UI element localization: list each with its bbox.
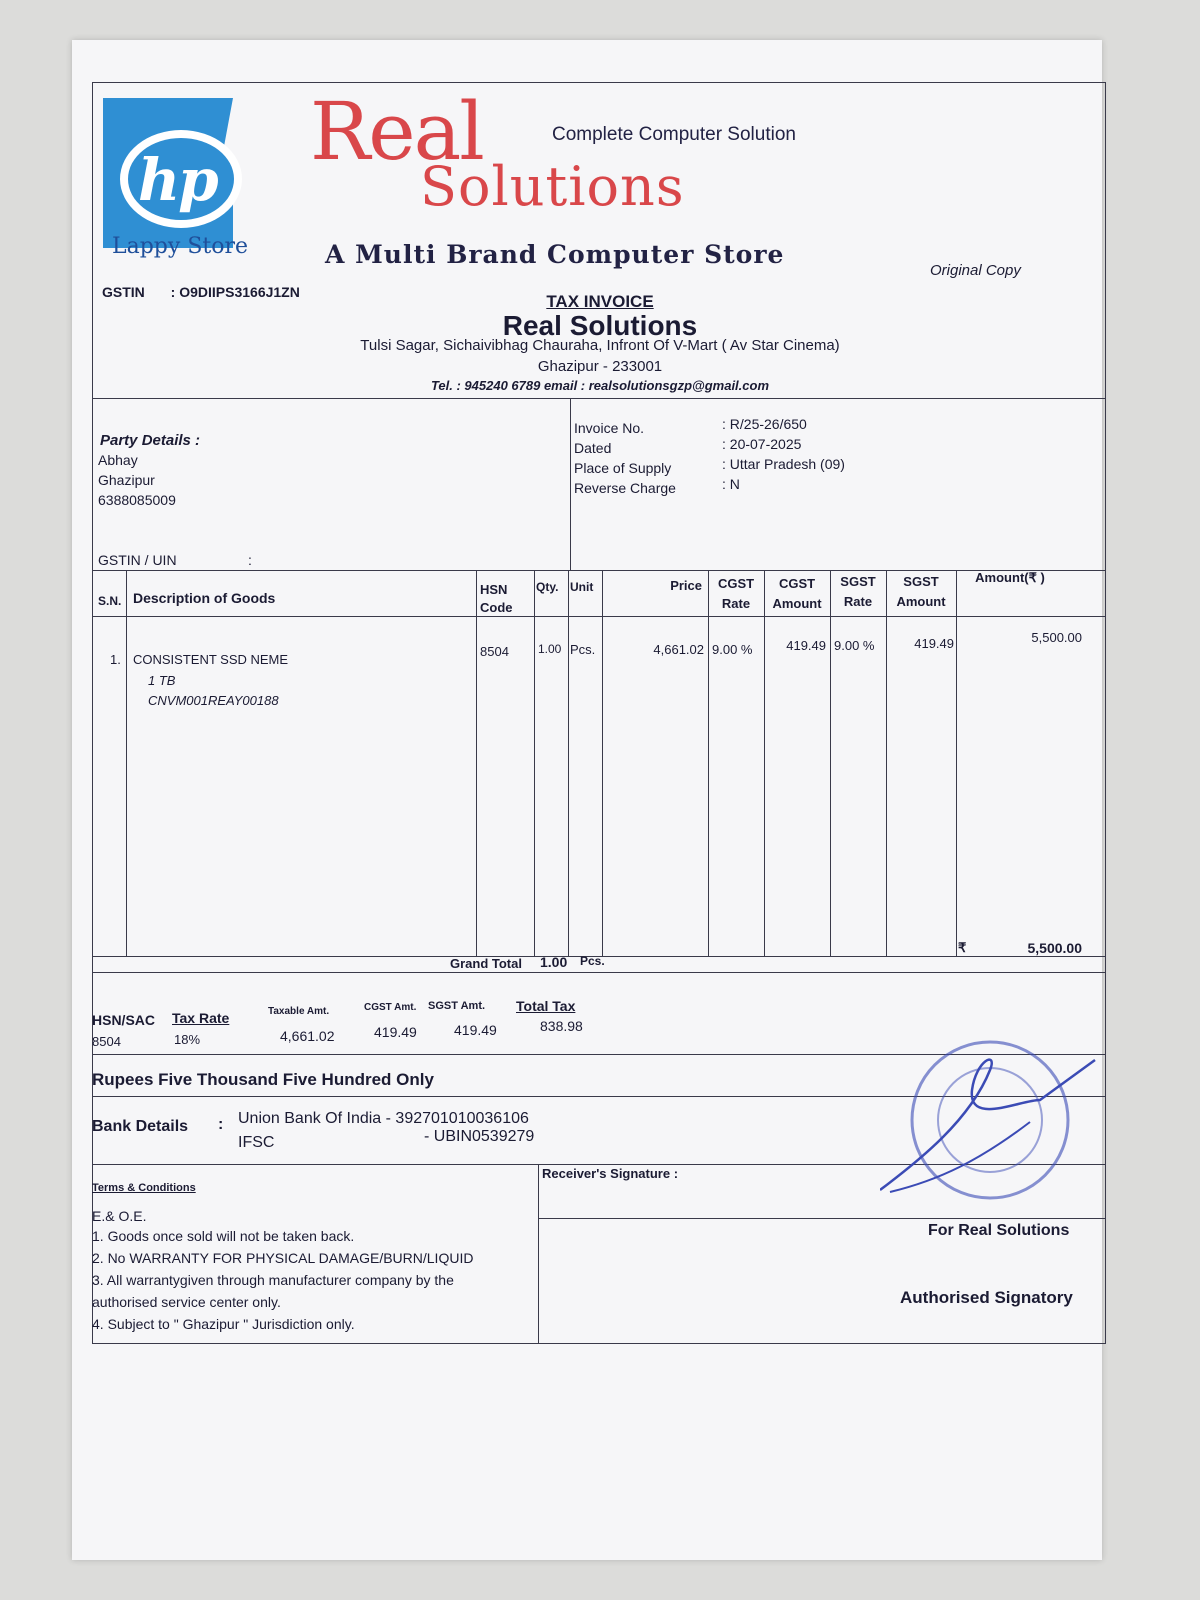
- col-divider-sn: [126, 570, 127, 956]
- header-divider: [92, 398, 1106, 399]
- company-contact: Tel. : 945240 6789 email : realsolutionsgzp@gmail.com: [430, 378, 770, 393]
- grand-total-label: Grand Total: [450, 956, 522, 971]
- amount-in-words: Rupees Five Thousand Five Hundred Only: [92, 1070, 434, 1089]
- lappy-store-label: Lappy Store: [112, 234, 249, 259]
- company-stamp-icon: [880, 1030, 1100, 1220]
- row-description-serial: CNVM001REAY00188: [148, 693, 279, 708]
- col-header-price: Price: [670, 578, 702, 593]
- col-header-amount: Amount(₹ ): [975, 570, 1045, 585]
- terms-line-1: 1. Goods once sold will not be taken back.: [92, 1228, 355, 1244]
- row-cgst-amount: 419.49: [786, 638, 826, 653]
- row-unit: Pcs.: [570, 642, 596, 657]
- terms-line-eoe: E.& O.E.: [92, 1208, 147, 1224]
- col-header-description: Description of Goods: [133, 590, 276, 606]
- row-sgst-rate: 9.00 %: [834, 638, 875, 653]
- summary-header-hsn-sac: HSN/SAC: [92, 1012, 156, 1028]
- party-heading: Party Details :: [100, 432, 201, 449]
- row-hsn: 8504: [480, 644, 509, 659]
- bank-account-line: Union Bank Of India - 392701010036106: [238, 1110, 529, 1127]
- multi-brand-slogan: A Multi Brand Computer Store: [325, 240, 785, 269]
- summary-cgst-value: 419.49: [374, 1024, 417, 1040]
- terms-line-2: 2. No WARRANTY FOR PHYSICAL DAMAGE/BURN/LIQUID: [92, 1250, 474, 1266]
- party-name: Abhay: [98, 452, 138, 468]
- row-amount: 5,500.00: [1031, 630, 1082, 645]
- row-price: 4,661.02: [653, 642, 704, 657]
- col-divider-qty: [568, 570, 569, 956]
- reverse-charge-label: Reverse Charge: [574, 480, 676, 496]
- terms-line-4: authorised service center only.: [92, 1294, 281, 1310]
- authorised-signatory-label: Authorised Signatory: [900, 1288, 1073, 1307]
- summary-header-cgst: CGST Amt.: [364, 1002, 417, 1013]
- col-header-sgst-rate-2: Rate: [843, 594, 873, 609]
- invoice-no-label: Invoice No.: [574, 420, 645, 436]
- dated-value: : 20-07-2025: [722, 436, 802, 452]
- col-header-sgst-amt-1: SGST: [903, 574, 939, 589]
- table-top-border: [92, 570, 1106, 571]
- row-qty: 1.00: [538, 642, 562, 656]
- summary-header-taxable: Taxable Amt.: [268, 1006, 330, 1017]
- col-divider-price: [708, 570, 709, 956]
- party-city: Ghazipur: [98, 472, 155, 488]
- receiver-signature-label: Receiver's Signature :: [542, 1166, 679, 1181]
- terms-signature-divider: [538, 1164, 539, 1344]
- col-header-sn: S.N.: [98, 594, 122, 608]
- terms-line-5: 4. Subject to " Ghazipur " Jurisdiction only.: [92, 1316, 355, 1332]
- row-sn: 1.: [110, 652, 121, 667]
- bank-details-label: Bank Details: [92, 1118, 189, 1135]
- document-title: TAX INVOICE: [546, 292, 654, 311]
- company-city: Ghazipur - 233001: [537, 358, 663, 375]
- grand-total-unit: Pcs.: [580, 954, 605, 968]
- row-description-capacity: 1 TB: [148, 673, 176, 688]
- terms-line-3: 3. All warrantygiven through manufacturer company by the: [92, 1272, 454, 1288]
- col-header-unit: Unit: [570, 580, 594, 594]
- party-meta-divider: [570, 398, 571, 570]
- col-divider-sgst-amt: [956, 570, 957, 956]
- col-header-cgst-rate-1: CGST: [717, 576, 755, 591]
- for-company-label: For Real Solutions: [928, 1222, 1070, 1239]
- company-name: Real Solutions: [502, 310, 698, 341]
- grand-total-qty: 1.00: [540, 954, 568, 970]
- col-divider-cgst-rate: [764, 570, 765, 956]
- place-of-supply-value: : Uttar Pradesh (09): [722, 456, 845, 472]
- dated-label: Dated: [574, 440, 612, 456]
- row-cgst-rate: 9.00 %: [712, 642, 753, 657]
- col-header-cgst-amt-2: Amount: [772, 596, 822, 611]
- company-address: Tulsi Sagar, Sichaivibhag Chauraha, Infront Of V-Mart ( Av Star Cinema): [360, 337, 840, 354]
- invoice-no-value: : R/25-26/650: [722, 416, 807, 432]
- place-of-supply-label: Place of Supply: [574, 460, 672, 476]
- party-gstin-label: GSTIN / UIN: [98, 552, 177, 568]
- col-header-cgst-amt-1: CGST: [778, 576, 816, 591]
- col-header-qty: Qty.: [536, 580, 559, 594]
- logo-real-text: Real: [310, 85, 483, 178]
- rupee-symbol: ₹: [958, 940, 967, 955]
- col-divider-hsn: [534, 570, 535, 956]
- store-tagline: Complete Computer Solution: [552, 124, 796, 145]
- table-header-bottom: [92, 616, 1106, 617]
- summary-hsn-value: 8504: [92, 1034, 121, 1049]
- seller-gstin-value: : O9DIIPS3166J1ZN: [170, 284, 300, 300]
- col-header-hsn: HSN: [480, 582, 508, 597]
- original-copy-label: Original Copy: [930, 262, 1021, 279]
- col-divider-cgst-amt: [830, 570, 831, 956]
- col-header-cgst-rate-2: Rate: [721, 596, 751, 611]
- party-gstin-colon: :: [248, 552, 252, 568]
- summary-taxable-value: 4,661.02: [280, 1028, 335, 1044]
- seller-gstin-label: GSTIN: [102, 284, 145, 300]
- terms-heading: Terms & Conditions: [92, 1182, 196, 1194]
- col-divider-desc: [476, 570, 477, 956]
- summary-header-total-tax: Total Tax: [516, 998, 576, 1014]
- col-divider-unit: [602, 570, 603, 956]
- table-total-amount: 5,500.00: [1027, 940, 1082, 956]
- col-header-sgst-rate-1: SGST: [840, 574, 876, 589]
- col-header-sgst-amt-2: Amount: [896, 594, 946, 609]
- grand-total-bottom: [92, 972, 1106, 973]
- bank-details-colon: :: [218, 1116, 224, 1133]
- row-sgst-amount: 419.49: [914, 636, 954, 651]
- row-description: CONSISTENT SSD NEME: [133, 652, 289, 667]
- party-phone: 6388085009: [98, 492, 176, 508]
- summary-sgst-value: 419.49: [454, 1022, 497, 1038]
- bank-ifsc-value: - UBIN0539279: [424, 1128, 535, 1145]
- summary-rate-value: 18%: [174, 1032, 201, 1047]
- reverse-charge-value: : N: [722, 476, 740, 492]
- col-divider-sgst-rate: [886, 570, 887, 956]
- bank-ifsc-label: IFSC: [238, 1134, 275, 1151]
- col-header-hsn-code: Code: [480, 600, 513, 615]
- logo-solutions-text: Solutions: [420, 155, 685, 218]
- hp-logo-text: hp: [138, 146, 217, 214]
- summary-header-sgst: SGST Amt.: [428, 1000, 486, 1012]
- summary-total-tax-value: 838.98: [540, 1018, 583, 1034]
- summary-header-tax-rate: Tax Rate: [172, 1010, 230, 1026]
